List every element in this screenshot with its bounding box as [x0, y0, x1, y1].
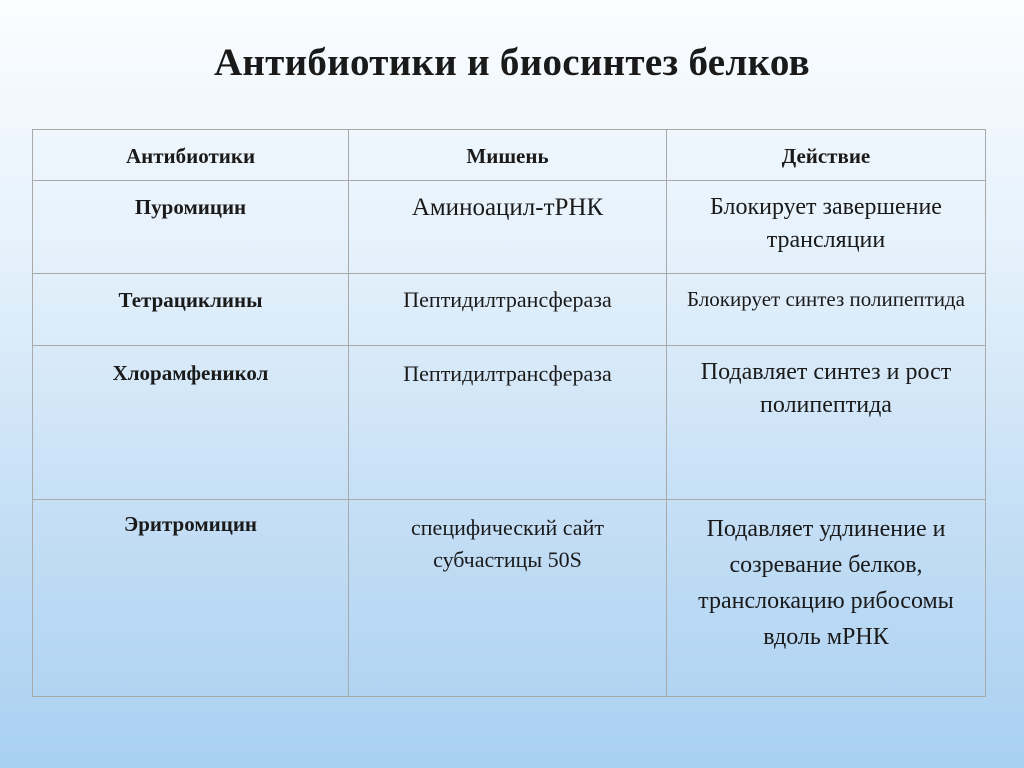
- antibiotics-table: [32, 129, 986, 697]
- target-cell: специфический сайт субчастицы 50S: [349, 500, 667, 697]
- antibiotic-cell: Тетрациклины: [33, 274, 349, 346]
- target-cell: Пептидилтрансфераза: [349, 346, 667, 500]
- table-row: [33, 274, 986, 346]
- action-cell: Блокирует синтез полипептида: [667, 274, 986, 346]
- antibiotic-cell: Пуромицин: [33, 181, 349, 274]
- column-header-antibiotics: Антибиотики: [33, 130, 349, 181]
- antibiotic-cell: Эритромицин: [33, 500, 349, 697]
- table-row: [33, 181, 986, 274]
- action-cell: Блокирует завершение трансляции: [667, 181, 986, 274]
- table-row: [33, 346, 986, 500]
- column-header-target: Мишень: [349, 130, 667, 181]
- target-cell: Аминоацил-тРНК: [349, 181, 667, 274]
- action-cell: Подавляет удлинение и созревание белков, транслокацию рибосомы вдоль мРНК: [667, 500, 986, 697]
- action-cell: Подавляет синтез и рост полипептида: [667, 346, 986, 500]
- slide-title: Антибиотики и биосинтез белков: [213, 41, 811, 84]
- target-cell: Пептидилтрансфераза: [349, 274, 667, 346]
- antibiotic-cell: Хлорамфеникол: [33, 346, 349, 500]
- column-header-action: Действие: [667, 130, 986, 181]
- table-row: [33, 500, 986, 697]
- table-header-row: [33, 130, 986, 181]
